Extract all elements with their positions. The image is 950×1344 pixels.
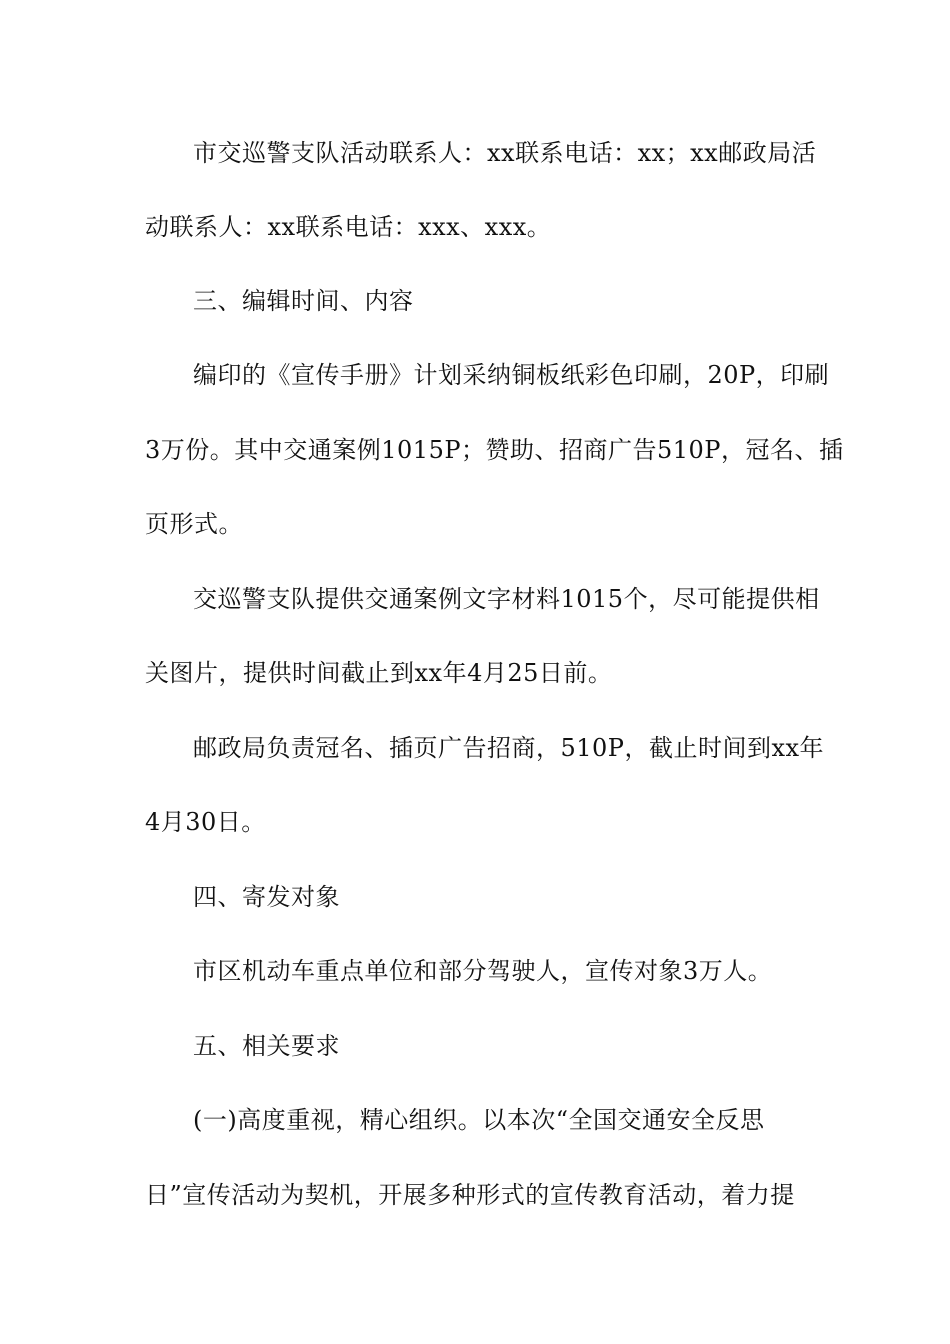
paragraph-post-line-2: 4月30日。 [145, 808, 266, 836]
paragraph-contacts-line-1: 市交巡警支队活动联系人：xx联系电话：xx；xx邮政局活 [193, 139, 817, 167]
paragraph-printing-line-3: 页形式。 [145, 510, 243, 538]
section-heading-3: 三、编辑时间、内容 [193, 287, 414, 315]
paragraph-targets: 市区机动车重点单位和部分驾驶人，宣传对象3万人。 [193, 957, 773, 985]
paragraph-post-line-1: 邮政局负责冠名、插页广告招商，510P，截止时间到xx年 [193, 734, 825, 762]
paragraph-police-line-2: 关图片，提供时间截止到xx年4月25日前。 [145, 659, 613, 687]
paragraph-printing-line-1: 编印的《宣传手册》计划采纳铜板纸彩色印刷，20P，印刷 [193, 361, 830, 389]
paragraph-printing-line-2: 3万份。其中交通案例1015P；赞助、招商广告510P，冠名、插 [145, 436, 844, 464]
paragraph-requirements-line-2: 日”宣传活动为契机，开展多种形式的宣传教育活动，着力提 [145, 1181, 795, 1209]
section-heading-4: 四、寄发对象 [193, 883, 340, 911]
paragraph-contacts-line-2: 动联系人：xx联系电话：xxx、xxx。 [145, 213, 552, 241]
section-heading-5: 五、相关要求 [193, 1032, 340, 1060]
paragraph-police-line-1: 交巡警支队提供交通案例文字材料1015个，尽可能提供相 [193, 585, 820, 613]
paragraph-requirements-line-1: (一)高度重视，精心组织。以本次“全国交通安全反思 [193, 1106, 765, 1134]
